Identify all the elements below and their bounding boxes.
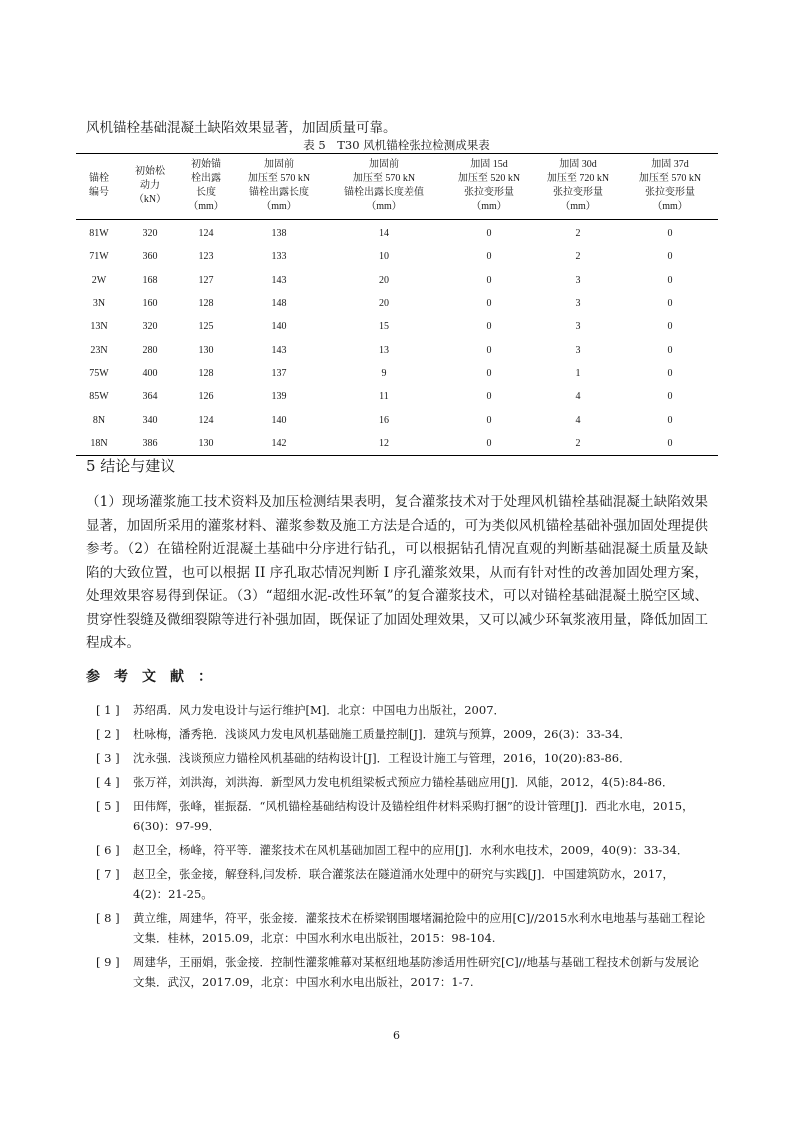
table-cell: 139	[271, 391, 287, 403]
reference-item	[96, 724, 708, 744]
anchor-id-cell: 13N	[90, 321, 108, 333]
column-header-line: 长度	[196, 187, 216, 198]
table-row	[76, 245, 718, 268]
table-row	[76, 269, 718, 292]
reference-text: 杜咏梅，潘秀艳．浅谈风力发电风机基础施工质量控制[J]．建筑与预算，2009，26(3)：33-34．	[133, 727, 631, 741]
table-cell: 0	[486, 437, 492, 449]
reference-number: [ 2 ]	[96, 727, 120, 741]
column-header-line: 锚栓出露长度	[249, 187, 309, 198]
table-cell: 12	[379, 437, 389, 449]
table-cell: 127	[198, 274, 214, 286]
reference-text: 张万祥，刘洪海，刘洪海．新型风力发电机组梁板式预应力锚栓基础应用[J]．风能，2012，4(5):84-86．	[133, 775, 674, 789]
table-cell: 3	[575, 321, 581, 333]
column-header	[178, 154, 234, 220]
table-cell: 4	[575, 414, 581, 426]
reference-list	[96, 700, 708, 996]
reference-item	[96, 748, 708, 768]
column-header-line: （mm）	[366, 201, 402, 212]
column-header-line: 加固 37d	[651, 159, 689, 170]
table-cell: 0	[667, 367, 673, 379]
reference-number: [ 6 ]	[96, 843, 120, 857]
column-header-line: （mm）	[560, 201, 596, 212]
table-cell: 148	[271, 298, 287, 310]
table-row	[76, 338, 718, 361]
column-header-line: 张拉变形量	[464, 187, 514, 198]
section-title: 5 结论与建议	[86, 457, 176, 475]
reference-item	[96, 772, 708, 792]
table-cell: 130	[198, 437, 214, 449]
table-cell: 0	[667, 437, 673, 449]
table-cell: 125	[198, 321, 214, 333]
table-cell: 10	[379, 251, 389, 263]
table-cell: 0	[486, 391, 492, 403]
table-cell: 16	[379, 414, 389, 426]
table-cell: 140	[271, 414, 287, 426]
anchor-id-cell: 8N	[92, 414, 106, 426]
reference-number: [ 3 ]	[96, 751, 120, 765]
column-header-line: 加固前	[369, 159, 399, 170]
table-cell: 126	[198, 391, 214, 403]
reference-number: [ 7 ]	[96, 867, 120, 881]
table-cell: 3	[575, 274, 581, 286]
column-header-line: 加压至 520 kN	[457, 173, 521, 184]
column-header	[534, 154, 622, 220]
table-cell: 20	[379, 274, 389, 286]
anchor-tension-table	[76, 153, 718, 456]
anchor-id-cell: 81W	[89, 228, 109, 240]
table-cell: 0	[667, 391, 673, 403]
reference-number: [ 8 ]	[96, 911, 120, 925]
table-cell: 0	[486, 298, 492, 310]
anchor-id-cell: 3N	[92, 298, 106, 310]
table-cell: 320	[142, 228, 158, 240]
column-header-line: 加压至 720 kN	[546, 173, 610, 184]
column-header-line: （mm）	[188, 201, 224, 212]
table-cell: 143	[271, 274, 287, 286]
column-header-line: （mm）	[471, 201, 507, 212]
references-heading: 参考文献：	[86, 669, 226, 685]
table-cell: 133	[271, 251, 287, 263]
table-cell: 0	[486, 367, 492, 379]
column-header-line: 加固前	[264, 159, 294, 170]
table-cell: 0	[486, 274, 492, 286]
column-header-line: 栓出露	[191, 173, 221, 184]
column-header-line: （kN）	[133, 194, 167, 205]
column-header	[234, 154, 324, 220]
table-cell: 0	[667, 251, 673, 263]
table-row	[76, 220, 718, 246]
table-cell: 3	[575, 344, 581, 356]
reference-item	[96, 952, 708, 992]
anchor-id-cell: 71W	[89, 251, 109, 263]
column-header-line: 锚栓	[89, 173, 109, 184]
reference-item	[96, 864, 708, 904]
table-cell: 0	[667, 321, 673, 333]
table-caption: 表 5 T30 风机锚栓张拉检测成果表	[303, 138, 490, 152]
page-number: 6	[393, 1029, 400, 1042]
table-row	[76, 292, 718, 315]
table-row	[76, 408, 718, 431]
column-header-line: 张拉变形量	[553, 187, 603, 198]
table-cell: 280	[142, 344, 158, 356]
table-cell: 142	[271, 437, 287, 449]
table-cell: 0	[486, 344, 492, 356]
table-cell: 4	[575, 391, 581, 403]
table-cell: 0	[486, 228, 492, 240]
column-header-line: 初始锚	[191, 159, 221, 170]
table-cell: 130	[198, 344, 214, 356]
intro-sentence: 风机锚栓基础混凝土缺陷效果显著，加固质量可靠。	[86, 120, 397, 136]
reference-item	[96, 700, 708, 720]
column-header-line: 动力	[140, 180, 160, 191]
reference-text: 黄立维，周建华，符平，张金接．灌浆技术在桥梁钢围堰堵漏抢险中的应用[C]//2015水利水电地基与基础工程论文集．桂林，2015.09，北京：中国水利水电出版社，2015：98-104.	[133, 911, 706, 945]
table-row	[76, 432, 718, 456]
table-cell: 2	[575, 251, 581, 263]
table-cell: 160	[142, 298, 158, 310]
reference-text: 赵卫全，张金接，解登科,闫发桥．联合灌浆法在隧道涌水处理中的研究与实践[J]．中国建筑防水，2017，4(2)：21-25。	[133, 867, 675, 901]
reference-item	[96, 796, 708, 836]
table-cell: 15	[379, 321, 389, 333]
table-row	[76, 315, 718, 338]
table-cell: 0	[667, 344, 673, 356]
column-header-line: （mm）	[652, 201, 688, 212]
table-cell: 123	[198, 251, 214, 263]
table-header-row	[76, 154, 718, 220]
table-cell: 168	[142, 274, 158, 286]
table-cell: 124	[198, 414, 214, 426]
table-cell: 400	[142, 367, 158, 379]
table-row	[76, 385, 718, 408]
table-cell: 364	[142, 391, 158, 403]
table-cell: 3	[575, 298, 581, 310]
reference-number: [ 1 ]	[96, 703, 120, 717]
table-cell: 360	[142, 251, 158, 263]
table-cell: 20	[379, 298, 389, 310]
column-header-line: 加固 15d	[470, 159, 508, 170]
reference-item	[96, 908, 708, 948]
column-header	[444, 154, 534, 220]
reference-number: [ 9 ]	[96, 955, 120, 969]
table-body	[76, 220, 718, 456]
column-header	[76, 154, 122, 220]
anchor-id-cell: 23N	[90, 344, 108, 356]
table-cell: 0	[667, 298, 673, 310]
reference-text: 周建华，王丽娟，张金接．控制性灌浆帷幕对某枢纽地基防渗适用性研究[C]//地基与基础工程技术创新与发展论文集．武汉，2017.09，北京：中国水利水电出版社，2017：1-7.	[133, 955, 700, 989]
table-cell: 340	[142, 414, 158, 426]
reference-number: [ 4 ]	[96, 775, 120, 789]
table-cell: 320	[142, 321, 158, 333]
reference-number: [ 5 ]	[96, 799, 120, 813]
column-header-line: 锚栓出露长度差值	[344, 187, 424, 198]
conclusion-paragraph: （1）现场灌浆施工技术资料及加压检测结果表明，复合灌浆技术对于处理风机锚栓基础混凝土缺陷效果显著，加固所采用的灌浆材料、灌浆参数及施工方法是合适的，可为类似风机锚栓基础补强加固处理提供参考。（2）在锚栓附近混凝土基础中分序进行钻孔，可以根据钻孔情况直观的判断基础混凝土质量及缺陷的大致位置，也可以根据 II 序孔取芯情况判断 I 序孔灌浆效果，从而有针对性的改善加固处理方案，处理效果容易得到保证。（3）“超细水泥-改性环氧”的复合灌浆技术，可以对锚栓基础混凝土脱空区域、贯穿性裂缝及微细裂隙等进行补强加固，既保证了加固处理效果，又可以减少环氧浆液用量，降低加固工程成本。	[86, 494, 708, 651]
column-header	[324, 154, 444, 220]
table-cell: 0	[486, 251, 492, 263]
anchor-id-cell: 75W	[89, 367, 109, 379]
table-cell: 2	[575, 228, 581, 240]
table-cell: 137	[271, 367, 287, 379]
table-cell: 0	[667, 414, 673, 426]
table-cell: 13	[379, 344, 389, 356]
table-cell: 14	[379, 228, 389, 240]
table-cell: 124	[198, 228, 214, 240]
column-header-line: （mm）	[261, 201, 297, 212]
column-header-line: 加压至 570 kN	[638, 173, 702, 184]
column-header-line: 加压至 570 kN	[247, 173, 311, 184]
reference-text: 田伟辉，张峰，崔振磊．“风机锚栓基础结构设计及锚栓组件材料采购打捆”的设计管理[J]．西北水电，2015，6(30)：97-99．	[133, 799, 694, 833]
column-header	[622, 154, 718, 220]
reference-text: 沈永强．浅谈预应力锚栓风机基础的结构设计[J]．工程设计施工与管理，2016，10(20):83-86．	[133, 751, 631, 765]
column-header-line: 编号	[89, 187, 109, 198]
column-header	[122, 154, 178, 220]
anchor-id-cell: 18N	[90, 437, 108, 449]
table-cell: 128	[198, 298, 214, 310]
column-header-line: 张拉变形量	[645, 187, 695, 198]
table-cell: 0	[486, 414, 492, 426]
table-cell: 2	[575, 437, 581, 449]
table-cell: 128	[198, 367, 214, 379]
anchor-id-cell: 2W	[91, 274, 107, 286]
table-cell: 386	[142, 437, 158, 449]
table-cell: 0	[667, 228, 673, 240]
reference-item	[96, 840, 708, 860]
table-cell: 11	[379, 391, 389, 403]
table-cell: 0	[486, 321, 492, 333]
column-header-line: 加固 30d	[559, 159, 597, 170]
table-cell: 9	[381, 367, 387, 379]
table-cell: 138	[271, 228, 287, 240]
table-row	[76, 362, 718, 385]
column-header-line: 初始松	[135, 166, 165, 177]
anchor-id-cell: 85W	[89, 391, 109, 403]
column-header-line: 加压至 570 kN	[352, 173, 416, 184]
table-cell: 0	[667, 274, 673, 286]
reference-text: 苏绍禹．风力发电设计与运行维护[M]．北京：中国电力出版社，2007．	[133, 703, 506, 717]
table-cell: 140	[271, 321, 287, 333]
table-cell: 143	[271, 344, 287, 356]
reference-text: 赵卫全，杨峰，符平等．灌浆技术在风机基础加固工程中的应用[J]．水利水电技术，2009，40(9)：33-34．	[133, 843, 689, 857]
table-cell: 1	[575, 367, 581, 379]
